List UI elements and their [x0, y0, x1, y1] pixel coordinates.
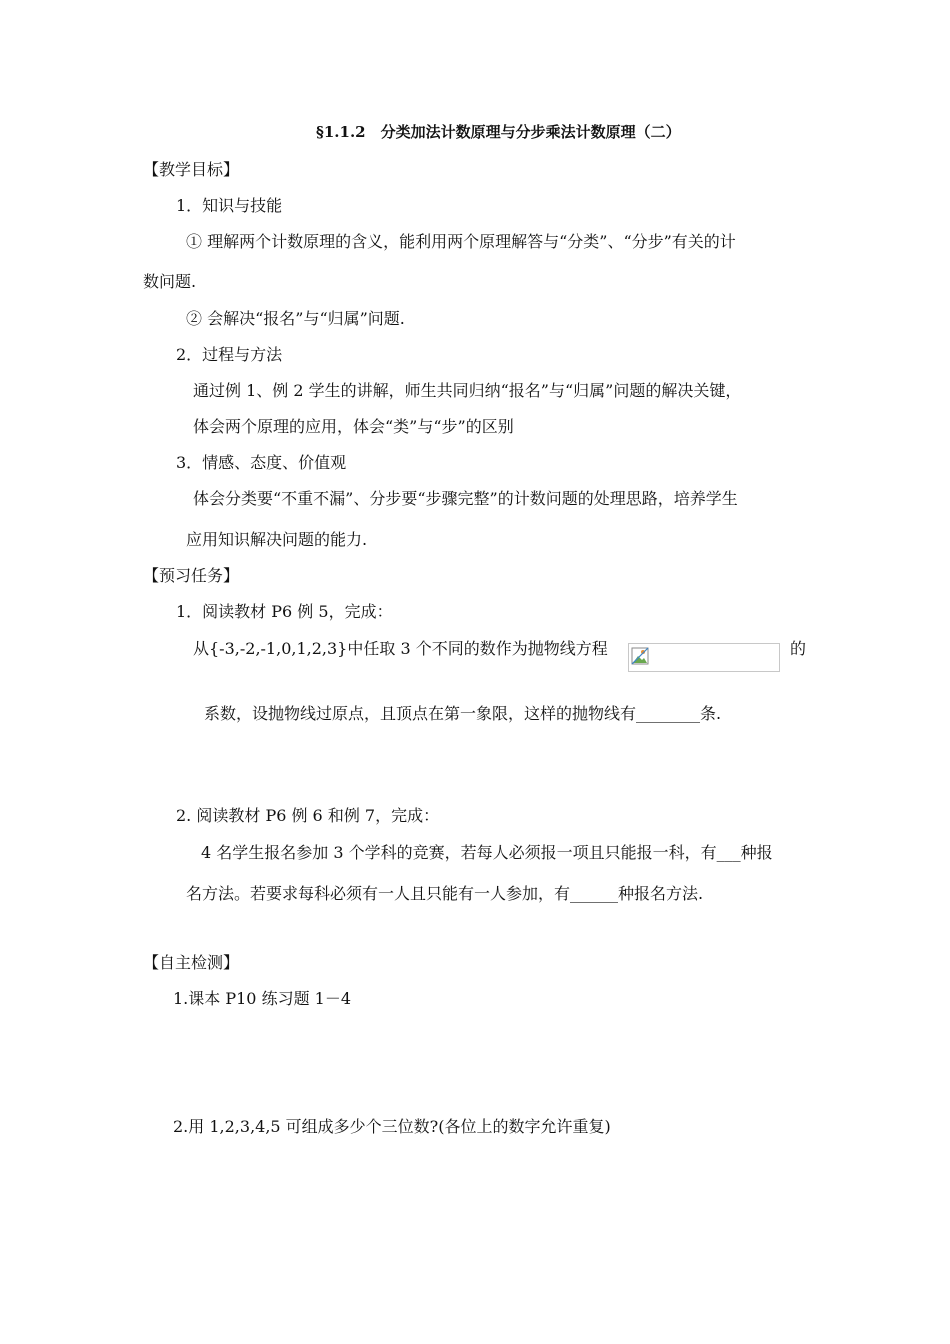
preview-task-1-line1-end: 的: [790, 639, 807, 658]
preview-task-1-line1: 从{-3,-2,-1,0,1,2,3}中任取 3 个不同的数作为抛物线方程: [193, 639, 608, 658]
section-heading-preview: 【预习任务】: [143, 566, 240, 585]
formula-image: [628, 643, 780, 672]
goal-item-1a-line1: ① 理解两个计数原理的含义，能利用两个原理解答与“分类”、“分步”有关的计: [186, 232, 736, 251]
goal-item-3: 3．情感、态度、价值观: [176, 453, 347, 472]
selfcheck-question-1: 1.课本 P10 练习题 1－4: [173, 989, 352, 1008]
preview-task-2-line2: 名方法。若要求每科必须有一人且只能有一人参加，有______种报名方法.: [186, 884, 704, 903]
page-title: §1.1.2 分类加法计数原理与分步乘法计数原理（二）: [316, 123, 681, 141]
goal-item-2: 2．过程与方法: [176, 345, 283, 364]
goal-item-1a-line2: 数问题.: [143, 272, 197, 291]
goal-item-3-line1: 体会分类要“不重不漏”、分步要“步骤完整”的计数问题的处理思路，培养学生: [193, 489, 738, 508]
goal-item-2-line2: 体会两个原理的应用，体会“类”与“步”的区别: [193, 417, 514, 436]
preview-task-1-line2: 系数，设抛物线过原点，且顶点在第一象限，这样的抛物线有________条.: [204, 704, 722, 723]
preview-task-2: 2. 阅读教材 P6 例 6 和例 7，完成：: [176, 806, 440, 825]
goal-item-3-line2: 应用知识解决问题的能力.: [186, 530, 368, 549]
section-heading-goals: 【教学目标】: [143, 160, 240, 179]
preview-task-1: 1．阅读教材 P6 例 5，完成：: [176, 602, 393, 621]
section-heading-selfcheck: 【自主检测】: [143, 953, 240, 972]
selfcheck-question-2: 2.用 1,2,3,4,5 可组成多少个三位数?(各位上的数字允许重复): [173, 1117, 611, 1136]
broken-image-icon: [631, 647, 649, 665]
goal-item-1b: ② 会解决“报名”与“归属”问题.: [186, 309, 405, 328]
goal-item-1: 1．知识与技能: [176, 196, 283, 215]
goal-item-2-line1: 通过例 1、例 2 学生的讲解，师生共同归纳“报名”与“归属”问题的解决关键，: [193, 381, 742, 400]
preview-task-2-line1: 4 名学生报名参加 3 个学科的竞赛，若每人必须报一项且只能报一科，有___种报: [201, 843, 773, 862]
